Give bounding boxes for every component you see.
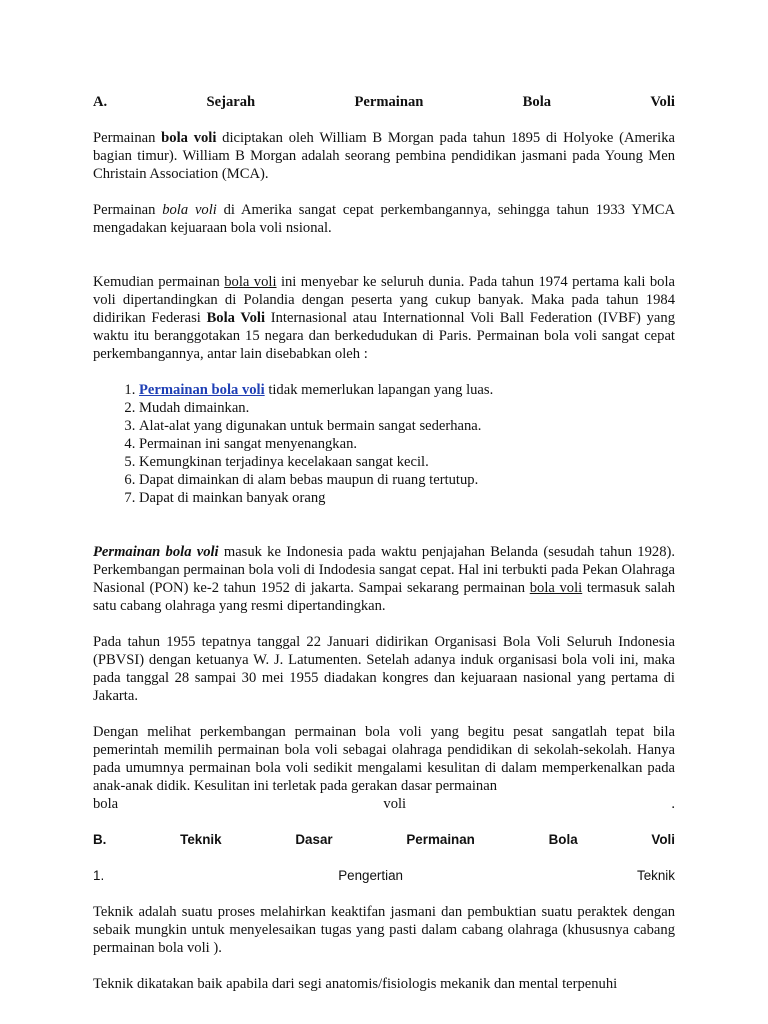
paragraph-world: Kemudian permainan bola voli ini menyebar ke seluruh dunia. Pada tahun 1974 pertama kali bola voli dipertandingkan di Polandia dengan peserta yang cukup banyak. Maka pada tahun 1984 didirikan Federasi Bola Voli Internasional atau Internationnal Voli Ball Federation (IVBF) yang waktu itu beranggotakan 15 negara dan berkedudukan di Paris. Permainan bola voli sangat cepat perkembangannya, antar lain disebabkan oleh : <box>93 274 675 362</box>
list-item: 7. Dapat di mainkan banyak orang <box>139 489 675 507</box>
heading-word: A. <box>93 94 108 110</box>
paragraph-teknik-definition: Teknik adalah suatu proses melahirkan keaktifan jasmani dan pembuktian suatu peraktek dengan sebaik mungkin untuk menyelesaikan tugas yang pasti dalam cabang olahraga (khususnya cabang permainan bola voli ). <box>93 904 675 956</box>
permainan-bola-voli-link[interactable]: Permainan bola voli <box>139 382 265 398</box>
subheading-pengertian: 1. Pengertian Teknik <box>93 868 675 883</box>
heading-word: Permainan <box>406 832 475 847</box>
list-item: 5. Kemungkinan terjadinya kecelakaan sangat kecil. <box>139 453 675 471</box>
document-page <box>93 93 675 993</box>
heading-word: Sejarah <box>206 94 256 110</box>
italic-term: bola voli <box>162 202 217 218</box>
heading-word: Bola <box>548 832 578 847</box>
heading-word: Voli <box>651 832 675 847</box>
heading-word: Dasar <box>295 832 333 847</box>
list-item: 1. Permainan bola voli tidak memerlukan lapangan yang luas. <box>139 381 675 399</box>
section-b-heading <box>93 831 675 849</box>
paragraph-education: Dengan melihat perkembangan permainan bola voli yang begitu pesat sangatlah tepat bila pemerintah memilih permainan bola voli sebagai olahraga pendidikan di sekolah-sekolah. Hanya pada umumnya permainan bola voli sedikit mengalami kesulitan di dalam memperkenalkan pada anak-anak didik. Kesulitan ini terletak pada gerakan dasar permainan <box>93 724 675 794</box>
heading-word: Teknik <box>180 832 222 847</box>
underlined-term: bola voli <box>224 274 277 290</box>
list-item: 3. Alat-alat yang digunakan untuk bermain sangat sederhana. <box>139 417 675 435</box>
list-item: 4. Permainan ini sangat menyenangkan. <box>139 435 675 453</box>
paragraph-pbvsi: Pada tahun 1955 tepatnya tanggal 22 Januari didirikan Organisasi Bola Voli Seluruh Indonesia (PBVSI) dengan ketuanya W. J. Latumenten. Setelah adanya induk organisasi bola voli ini, maka pada tanggal 28 sampai 30 mei 1955 diadakan kongres dan kejuaraan nasional yang pertama di Jakarta. <box>93 634 675 704</box>
heading-word: Permainan <box>354 94 424 110</box>
paragraph-origin: Permainan bola voli diciptakan oleh William B Morgan pada tahun 1895 di Holyoke (Amerika bagian timur). William B Morgan adalah seorang pembina pendidikan jasmani pada Young Men Christain Association (MCA). <box>93 130 675 182</box>
paragraph-teknik-good: Teknik dikatakan baik apabila dari segi anatomis/fisiologis mekanik dan mental terpenuhi <box>93 976 618 992</box>
paragraph-america: Permainan bola voli di Amerika sangat cepat perkembangannya, sehingga tahun 1933 YMCA mengadakan kejuaraan bola voli nsional. <box>93 202 675 236</box>
heading-word: Voli <box>650 94 675 110</box>
heading-word: Bola <box>522 94 552 110</box>
bold-italic-term: Permainan bola voli <box>93 544 219 560</box>
list-item: 6. Dapat dimainkan di alam bebas maupun di ruang tertutup. <box>139 471 675 489</box>
paragraph-indonesia: Permainan bola voli masuk ke Indonesia pada waktu penjajahan Belanda (sesudah tahun 1928). Perkembangan permainan bola voli di Indodesia sangat cepat. Hal ini terbukti pada Pekan Olahraga Nasional (PON) ke-2 tahun 1952 di jakarta. Sampai sekarang permainan bola voli termasuk salah satu cabang olahraga yang resmi dipertandingkan. <box>93 544 675 614</box>
bold-term: bola voli <box>161 130 217 146</box>
paragraph-education-last-line: bola voli . <box>93 796 675 812</box>
list-item: 2. Mudah dimainkan. <box>139 399 675 417</box>
underlined-term: bola voli <box>529 580 583 596</box>
heading-word: B. <box>93 832 107 847</box>
section-a-heading <box>93 93 675 111</box>
bold-term: Bola Voli <box>206 310 266 326</box>
reasons-list <box>93 381 675 507</box>
